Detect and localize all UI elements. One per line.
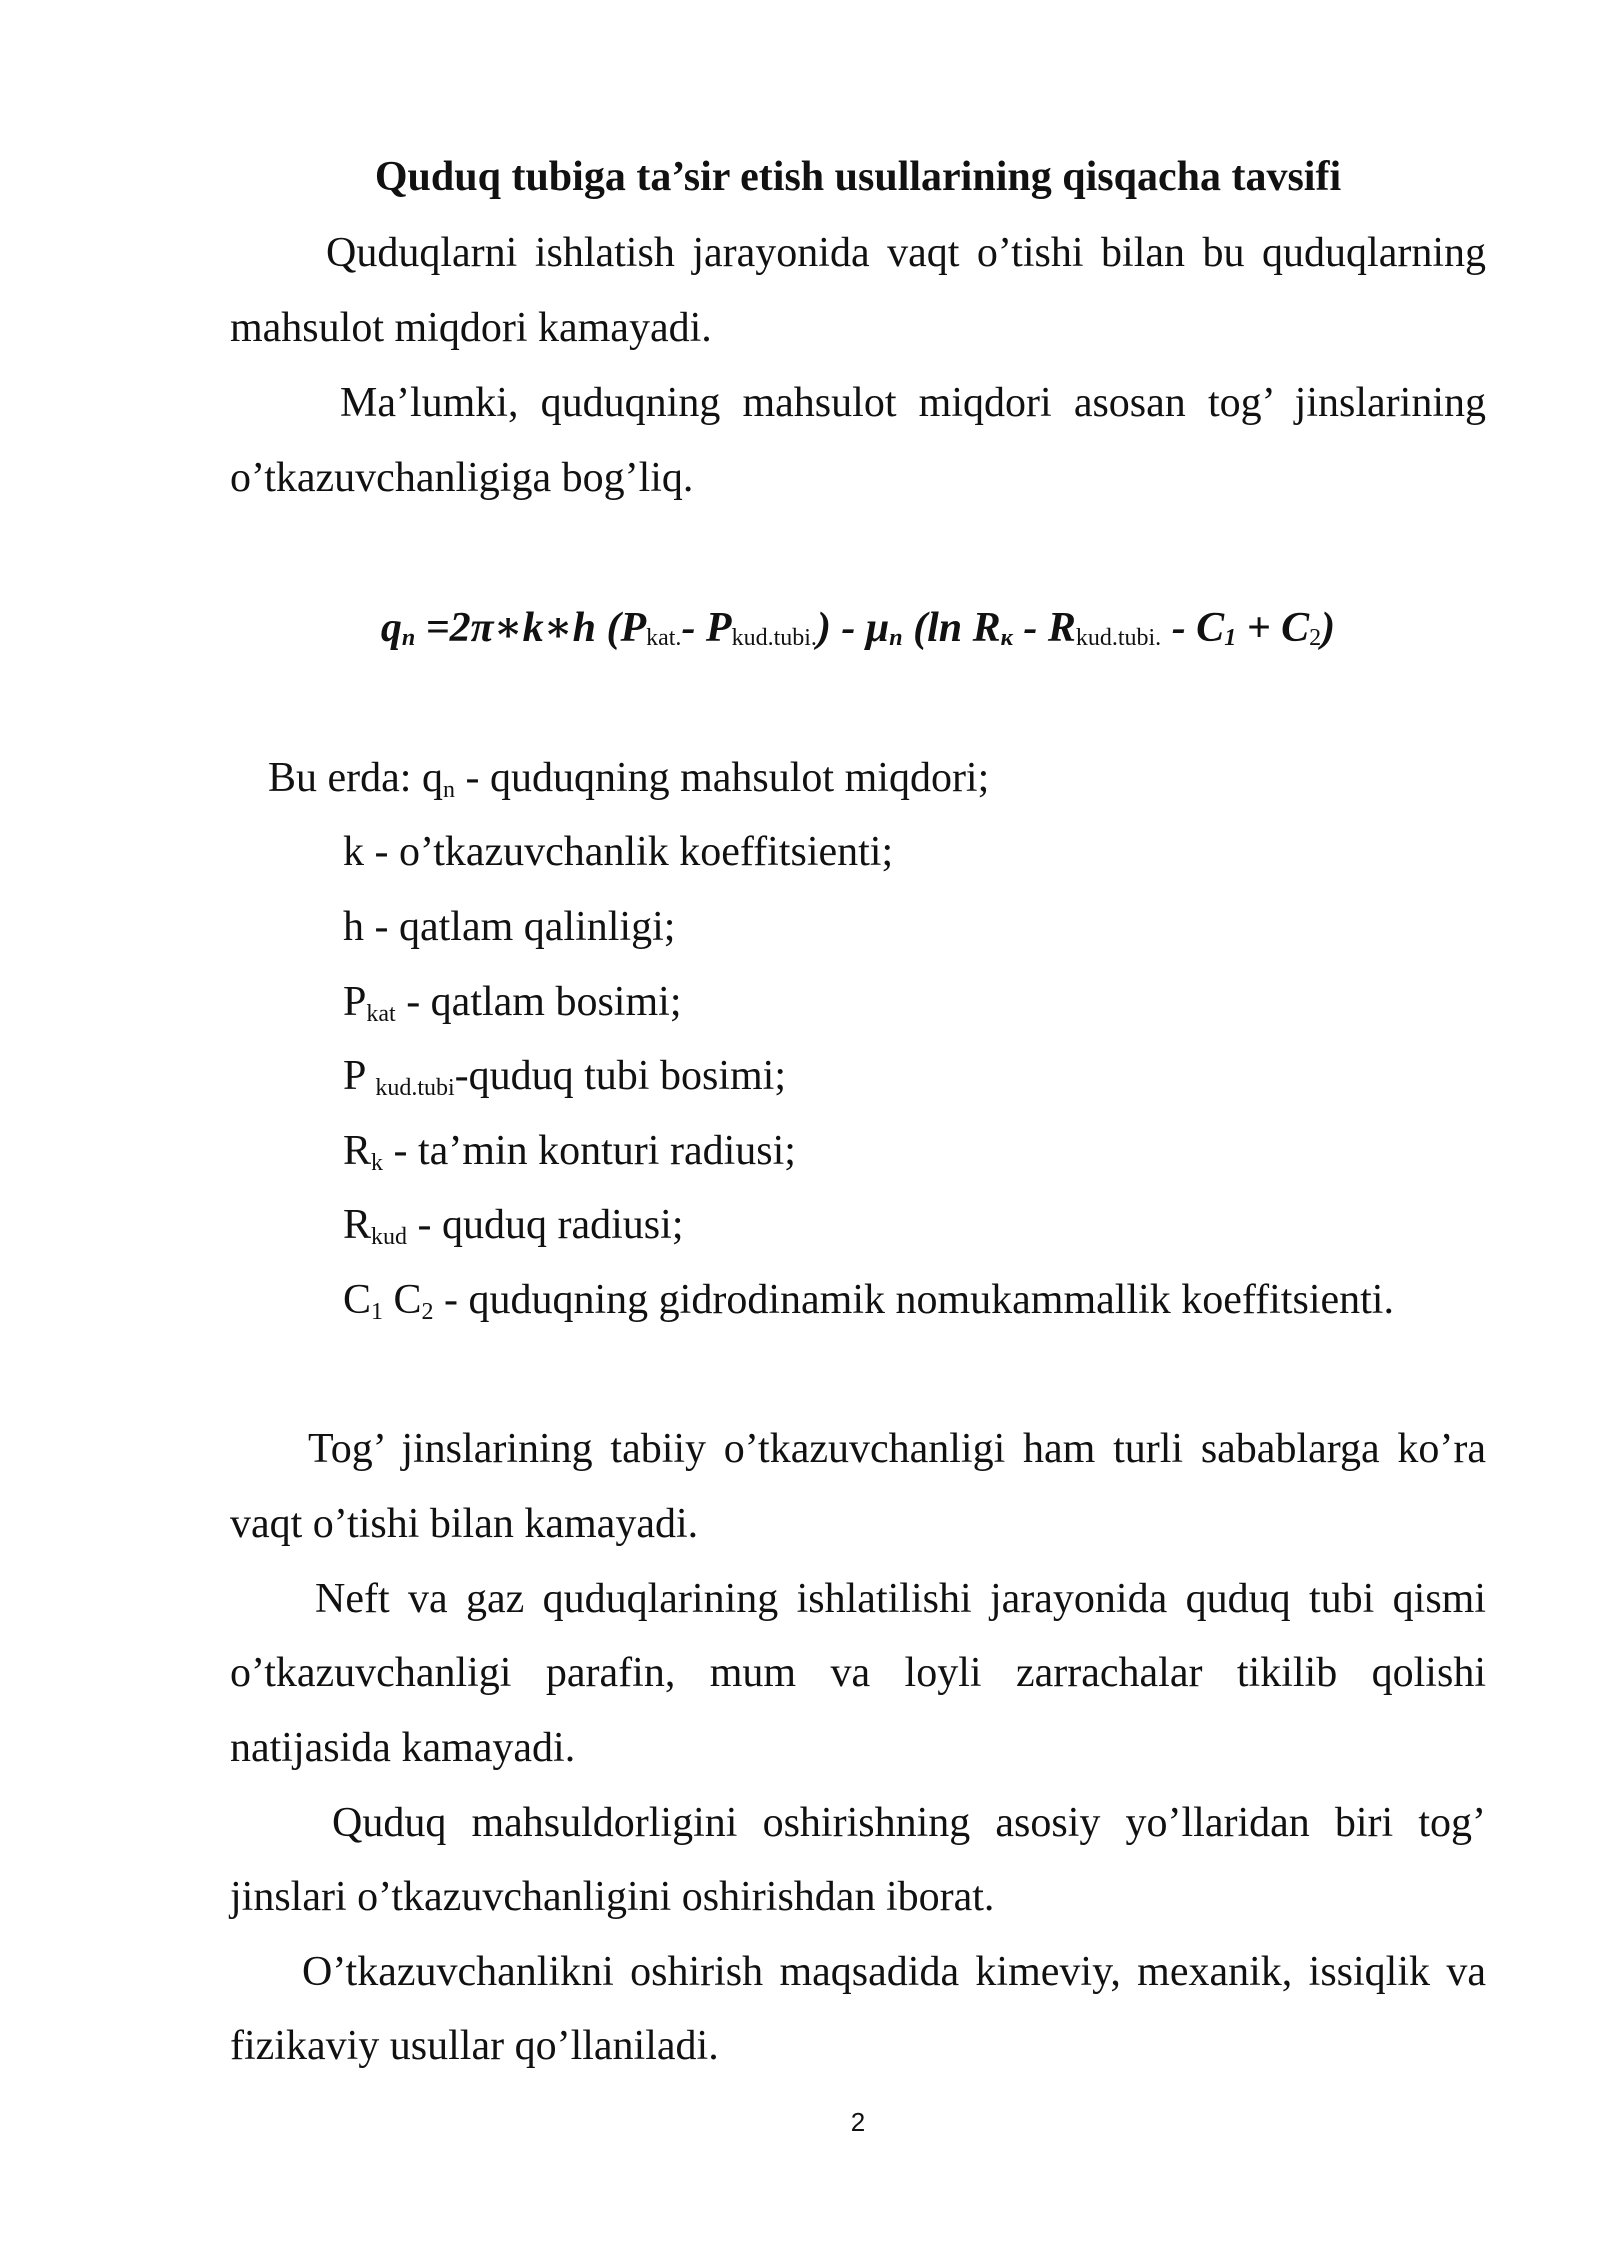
definition-rk: $R_k$ - ta’min konturi radiusi; [343, 1128, 796, 1176]
definition-qn: Bu erda: $q_n$ - quduqning mahsulot miqdori; [268, 755, 990, 803]
paragraph-6-line-2: fizikaviy usullar qo’llaniladi. [230, 2023, 719, 2069]
definition-k: k - o’tkazuvchanlik koeffitsienti; [343, 829, 894, 875]
paragraph-4-line-2: o’tkazuvchanligi parafin, mum va loyli zarrachalar tikilib qolishi [230, 1650, 1486, 1696]
definition-pkat: $P_{kat}$ - qatlam bosimi; [343, 979, 682, 1027]
definition-pkud: P $_{kud.tubi}$-quduq tubi bosimi; [343, 1053, 787, 1101]
productivity-formula: $q_n$ =2π∗k∗h ($P_{kat.}-$ $P_{kud.tubi.}) - \mu_n$ (ln $R_к - R_{kud.tubi.} - C_1 + C_2$) [380, 605, 1336, 651]
paragraph-4-line-3: natijasida kamayadi. [230, 1725, 576, 1771]
definition-rkud: $R_{kud}$ - quduq radiusi; [343, 1202, 684, 1250]
paragraph-5-line-2: jinslari o’tkazuvchanligini oshirishdan iborat. [230, 1874, 995, 1920]
paragraph-4-line-1: Neft va gaz quduqlarining ishlatilishi jarayonida quduq tubi qismi [315, 1576, 1486, 1622]
paragraph-1-line-1: Quduqlarni ishlatish jarayonida vaqt o’tishi bilan bu quduqlarning [326, 230, 1486, 276]
paragraph-1-line-2: mahsulot miqdori kamayadi. [230, 305, 712, 351]
paragraph-6-line-1: O’tkazuvchanlikni oshirish maqsadida kimeviy, mexanik, issiqlik va [302, 1949, 1486, 1995]
paragraph-5-line-1: Quduq mahsuldorligini oshirishning asosiy yo’llaridan biri tog’ [332, 1800, 1486, 1846]
paragraph-2-line-2: o’tkazuvchanligiga bog’liq. [230, 455, 694, 501]
document-title: Quduq tubiga ta’sir etish usullarining qisqacha tavsifi [374, 154, 1342, 200]
page-number: 2 [850, 2107, 866, 2137]
paragraph-2-line-1: Ma’lumki, quduqning mahsulot miqdori asosan tog’ jinslarining [340, 380, 1486, 426]
paragraph-3-line-1: Tog’ jinslarining tabiiy o’tkazuvchanligi ham turli sabablarga ko’ra [308, 1426, 1486, 1472]
definition-c1-c2: $C_1$ $C_2$ - quduqning gidrodinamik nomukammallik koeffitsienti. [343, 1277, 1394, 1325]
definition-h: h - qatlam qalinligi; [343, 904, 676, 950]
paragraph-3-line-2: vaqt o’tishi bilan kamayadi. [230, 1501, 699, 1547]
